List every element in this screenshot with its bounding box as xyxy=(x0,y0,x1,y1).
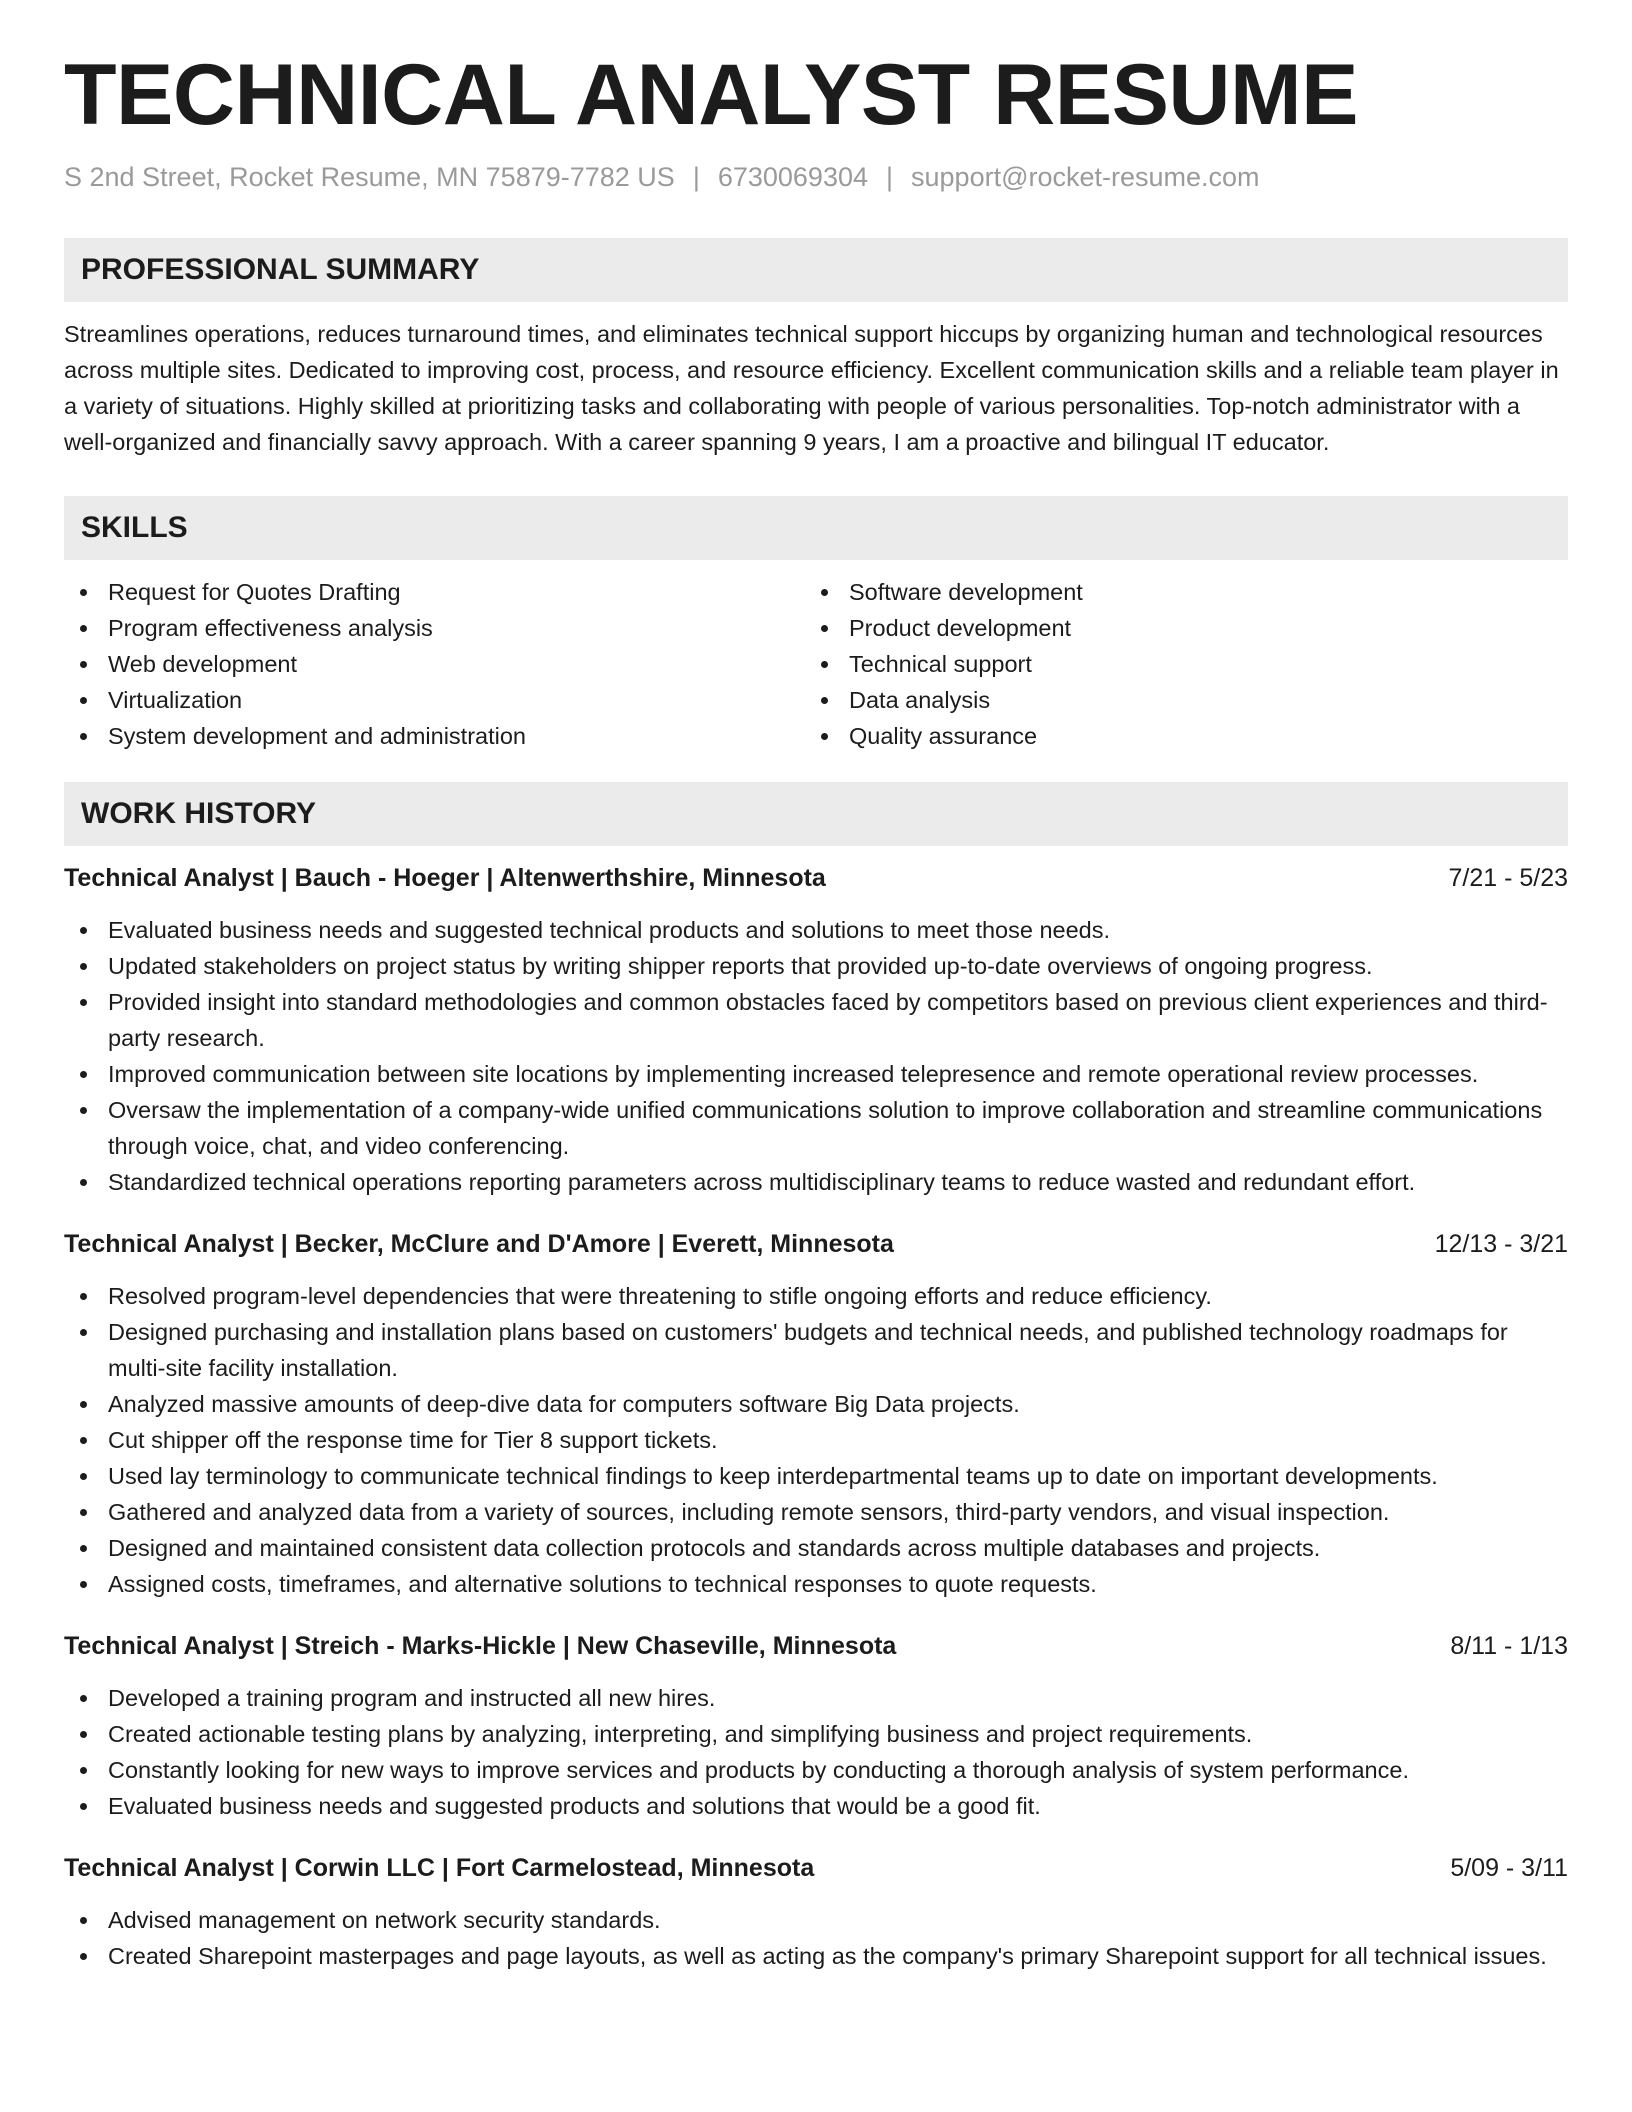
skills-column-left xyxy=(64,574,805,754)
job-bullet: Designed and maintained consistent data collection protocols and standards across multiple databases and projects. xyxy=(64,1530,1568,1566)
skill-item: Quality assurance xyxy=(805,718,1546,754)
job-header xyxy=(64,1226,1568,1262)
job-bullet: Created Sharepoint masterpages and page layouts, as well as acting as the company's primary Sharepoint support for all technical issues. xyxy=(64,1938,1568,1974)
job-header xyxy=(64,860,1568,896)
job-bullet: Constantly looking for new ways to improve services and products by conducting a thorough analysis of system performance. xyxy=(64,1752,1568,1788)
job-bullet: Evaluated business needs and suggested products and solutions that would be a good fit. xyxy=(64,1788,1568,1824)
contact-line xyxy=(64,160,1568,194)
job-bullet: Evaluated business needs and suggested technical products and solutions to meet those needs. xyxy=(64,912,1568,948)
separator: | xyxy=(886,162,894,192)
job-bullet: Advised management on network security standards. xyxy=(64,1902,1568,1938)
job-bullets xyxy=(64,1680,1568,1824)
skills-column-right xyxy=(805,574,1546,754)
job-entry xyxy=(64,1226,1568,1602)
skill-item: Software development xyxy=(805,574,1546,610)
job-bullet: Oversaw the implementation of a company-wide unified communications solution to improve collaboration and streamline communications through voice, chat, and video conferencing. xyxy=(64,1092,1568,1164)
section-heading-summary: PROFESSIONAL SUMMARY xyxy=(64,238,1568,302)
job-bullet: Improved communication between site locations by implementing increased telepresence and remote operational review processes. xyxy=(64,1056,1568,1092)
skills-list xyxy=(64,574,1568,754)
job-bullet: Standardized technical operations reporting parameters across multidisciplinary teams to reduce wasted and redundant effort. xyxy=(64,1164,1568,1200)
skill-item: Technical support xyxy=(805,646,1546,682)
section-heading-skills: SKILLS xyxy=(64,496,1568,560)
skill-item: System development and administration xyxy=(64,718,805,754)
job-dates: 5/09 - 3/11 xyxy=(1450,1854,1568,1882)
separator: | xyxy=(692,162,700,192)
skill-item: Virtualization xyxy=(64,682,805,718)
job-header xyxy=(64,1628,1568,1664)
job-bullets xyxy=(64,1902,1568,1974)
job-dates: 12/13 - 3/21 xyxy=(1434,1230,1568,1258)
phone: 6730069304 xyxy=(717,162,868,192)
job-dates: 8/11 - 1/13 xyxy=(1450,1632,1568,1660)
skill-item: Product development xyxy=(805,610,1546,646)
skill-item: Web development xyxy=(64,646,805,682)
job-bullet: Assigned costs, timeframes, and alternative solutions to technical responses to quote requests. xyxy=(64,1566,1568,1602)
section-heading-work-history: WORK HISTORY xyxy=(64,782,1568,846)
summary-text: Streamlines operations, reduces turnaround times, and eliminates technical support hiccups by organizing human and technological resources across multiple sites. Dedicated to improving cost, process, and resource efficiency. Excellent communication skills and a reliable team player in a variety of situations. Highly skilled at prioritizing tasks and collaborating with people of various personalities. Top-notch administrator with a well-organized and financially savvy approach. With a career spanning 9 years, I am a proactive and bilingual IT educator. xyxy=(64,321,1559,455)
job-title: Technical Analyst | Becker, McClure and D'Amore | Everett, Minnesota xyxy=(64,1230,894,1258)
job-bullet: Used lay terminology to communicate technical findings to keep interdepartmental teams up to date on important developments. xyxy=(64,1458,1568,1494)
resume-title: TECHNICAL ANALYST RESUME xyxy=(64,47,1359,143)
job-dates: 7/21 - 5/23 xyxy=(1448,864,1568,892)
job-bullet: Resolved program-level dependencies that were threatening to stifle ongoing efforts and reduce efficiency. xyxy=(64,1278,1568,1314)
job-bullet: Designed purchasing and installation plans based on customers' budgets and technical needs, and published technology roadmaps for multi-site facility installation. xyxy=(64,1314,1568,1386)
email: support@rocket-resume.com xyxy=(911,162,1260,192)
job-bullets xyxy=(64,912,1568,1200)
job-bullets xyxy=(64,1278,1568,1602)
job-title: Technical Analyst | Bauch - Hoeger | Altenwerthshire, Minnesota xyxy=(64,864,826,892)
job-entry xyxy=(64,1628,1568,1824)
job-bullet: Provided insight into standard methodologies and common obstacles faced by competitors based on previous client experiences and third-party research. xyxy=(64,984,1568,1056)
job-bullet: Created actionable testing plans by analyzing, interpreting, and simplifying business and project requirements. xyxy=(64,1716,1568,1752)
job-entry xyxy=(64,1850,1568,1974)
skill-item: Program effectiveness analysis xyxy=(64,610,805,646)
job-bullet: Developed a training program and instructed all new hires. xyxy=(64,1680,1568,1716)
skill-item: Data analysis xyxy=(805,682,1546,718)
job-entry xyxy=(64,860,1568,1200)
job-title: Technical Analyst | Streich - Marks-Hickle | New Chaseville, Minnesota xyxy=(64,1632,897,1660)
job-header xyxy=(64,1850,1568,1886)
skill-item: Request for Quotes Drafting xyxy=(64,574,805,610)
job-bullet: Analyzed massive amounts of deep-dive data for computers software Big Data projects. xyxy=(64,1386,1568,1422)
address: S 2nd Street, Rocket Resume, MN 75879-7782 US xyxy=(64,162,675,192)
job-title: Technical Analyst | Corwin LLC | Fort Carmelostead, Minnesota xyxy=(64,1854,815,1882)
job-bullet: Gathered and analyzed data from a variety of sources, including remote sensors, third-party vendors, and visual inspection. xyxy=(64,1494,1568,1530)
job-bullet: Cut shipper off the response time for Tier 8 support tickets. xyxy=(64,1422,1568,1458)
job-bullet: Updated stakeholders on project status by writing shipper reports that provided up-to-date overviews of ongoing progress. xyxy=(64,948,1568,984)
